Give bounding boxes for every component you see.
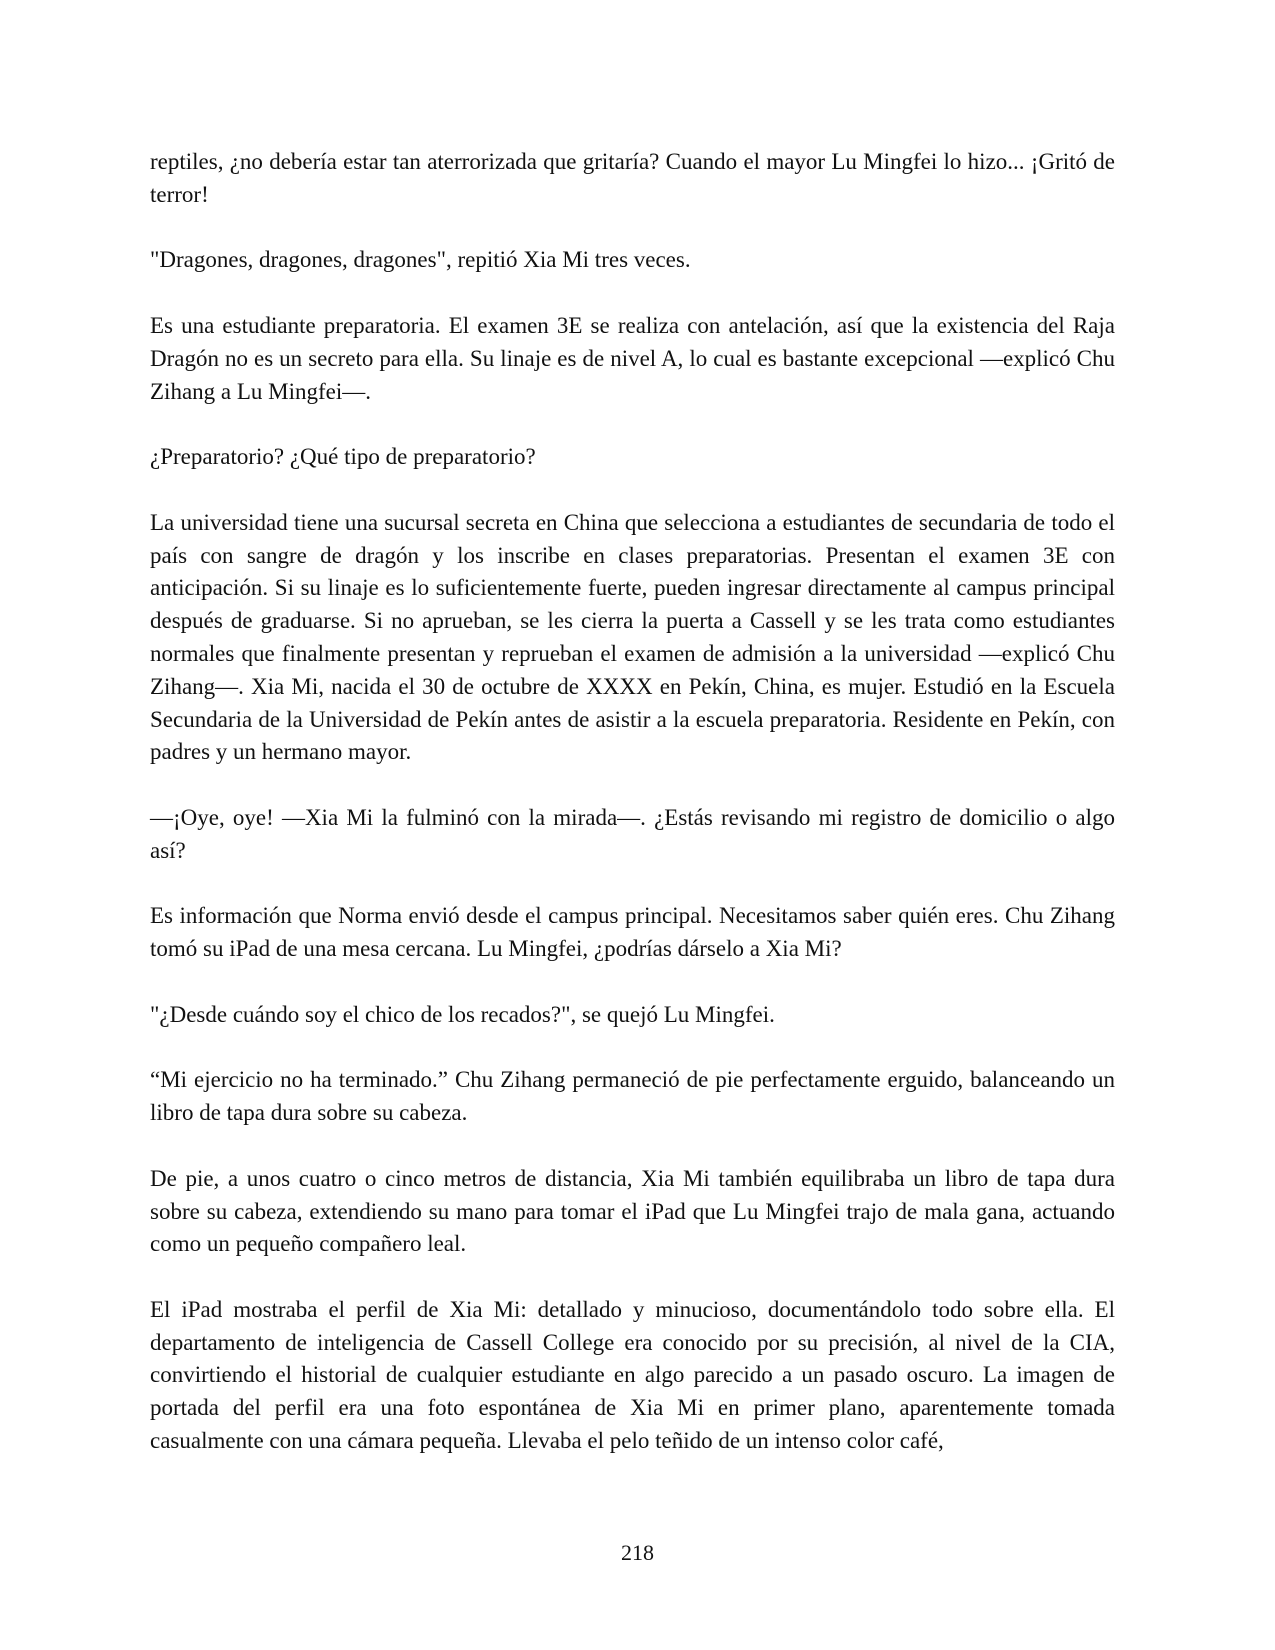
paragraph-9: “Mi ejercicio no ha terminado.” Chu Zihang permaneció de pie perfectamente erguido, balanceando un libro de tapa dura sobre su cabeza. — [150, 1067, 1115, 1126]
paragraph-7: Es información que Norma envió desde el campus principal. Necesitamos saber quién eres. Chu Zihang tomó su iPad de una mesa cercana. Lu Mingfei, ¿podrías dárselo a Xia Mi? — [150, 903, 1115, 962]
paragraph-11: El iPad mostraba el perfil de Xia Mi: detallado y minucioso, documentándolo todo sobre ella. El departamento de inteligencia de Cassell College era conocido por su precisión, al nivel de la CIA, convirtiendo el historial de cualquier estudiante en algo parecido a un pasado oscuro. La imagen de portada del perfil era una foto espontánea de Xia Mi en primer plano, aparentemente tomada casualmente con una cámara pequeña. Llevaba el pelo teñido de un intenso color café, — [150, 1296, 1115, 1454]
paragraph-3: Es una estudiante preparatoria. El examen 3E se realiza con antelación, así que la existencia del Raja Dragón no es un secreto para ella. Su linaje es de nivel A, lo cual es bastante excepcional —explicó Chu Zihang a Lu Mingfei—. — [150, 312, 1115, 404]
paragraph-2: "Dragones, dragones, dragones", repitió Xia Mi tres veces. — [150, 247, 691, 273]
paragraph-5: La universidad tiene una sucursal secreta en China que selecciona a estudiantes de secundaria de todo el país con sangre de dragón y los inscribe en clases preparatorias. Presentan el examen 3E con anticipación. Si su linaje es lo suficientemente fuerte, pueden ingresar directamente al campus principal después de graduarse. Si no aprueban, se les cierra la puerta a Cassell y se les trata como estudiantes normales que finalmente presentan y reprueban el examen de admisión a la universidad —explicó Chu Zihang—. Xia Mi, nacida el 30 de octubre de XXXX en Pekín, China, es mujer. Estudió en la Escuela Secundaria de la Universidad de Pekín antes de asistir a la escuela preparatoria. Residente en Pekín, con padres y un hermano mayor. — [150, 509, 1115, 765]
paragraph-4: ¿Preparatorio? ¿Qué tipo de preparatorio? — [150, 444, 536, 470]
page-number: 218 — [621, 1540, 654, 1565]
paragraph-6: —¡Oye, oye! —Xia Mi la fulminó con la mirada—. ¿Estás revisando mi registro de domicilio o algo así? — [150, 804, 1115, 863]
paragraph-8: "¿Desde cuándo soy el chico de los recados?", se quejó Lu Mingfei. — [150, 1001, 775, 1027]
page-body — [150, 146, 1115, 1491]
paragraph-10: De pie, a unos cuatro o cinco metros de distancia, Xia Mi también equilibraba un libro de tapa dura sobre su cabeza, extendiendo su mano para tomar el iPad que Lu Mingfei trajo de mala gana, actuando como un pequeño compañero leal. — [150, 1165, 1115, 1257]
paragraph-1: reptiles, ¿no debería estar tan aterrorizada que gritaría? Cuando el mayor Lu Mingfei lo hizo... ¡Gritó de terror! — [150, 149, 1115, 207]
